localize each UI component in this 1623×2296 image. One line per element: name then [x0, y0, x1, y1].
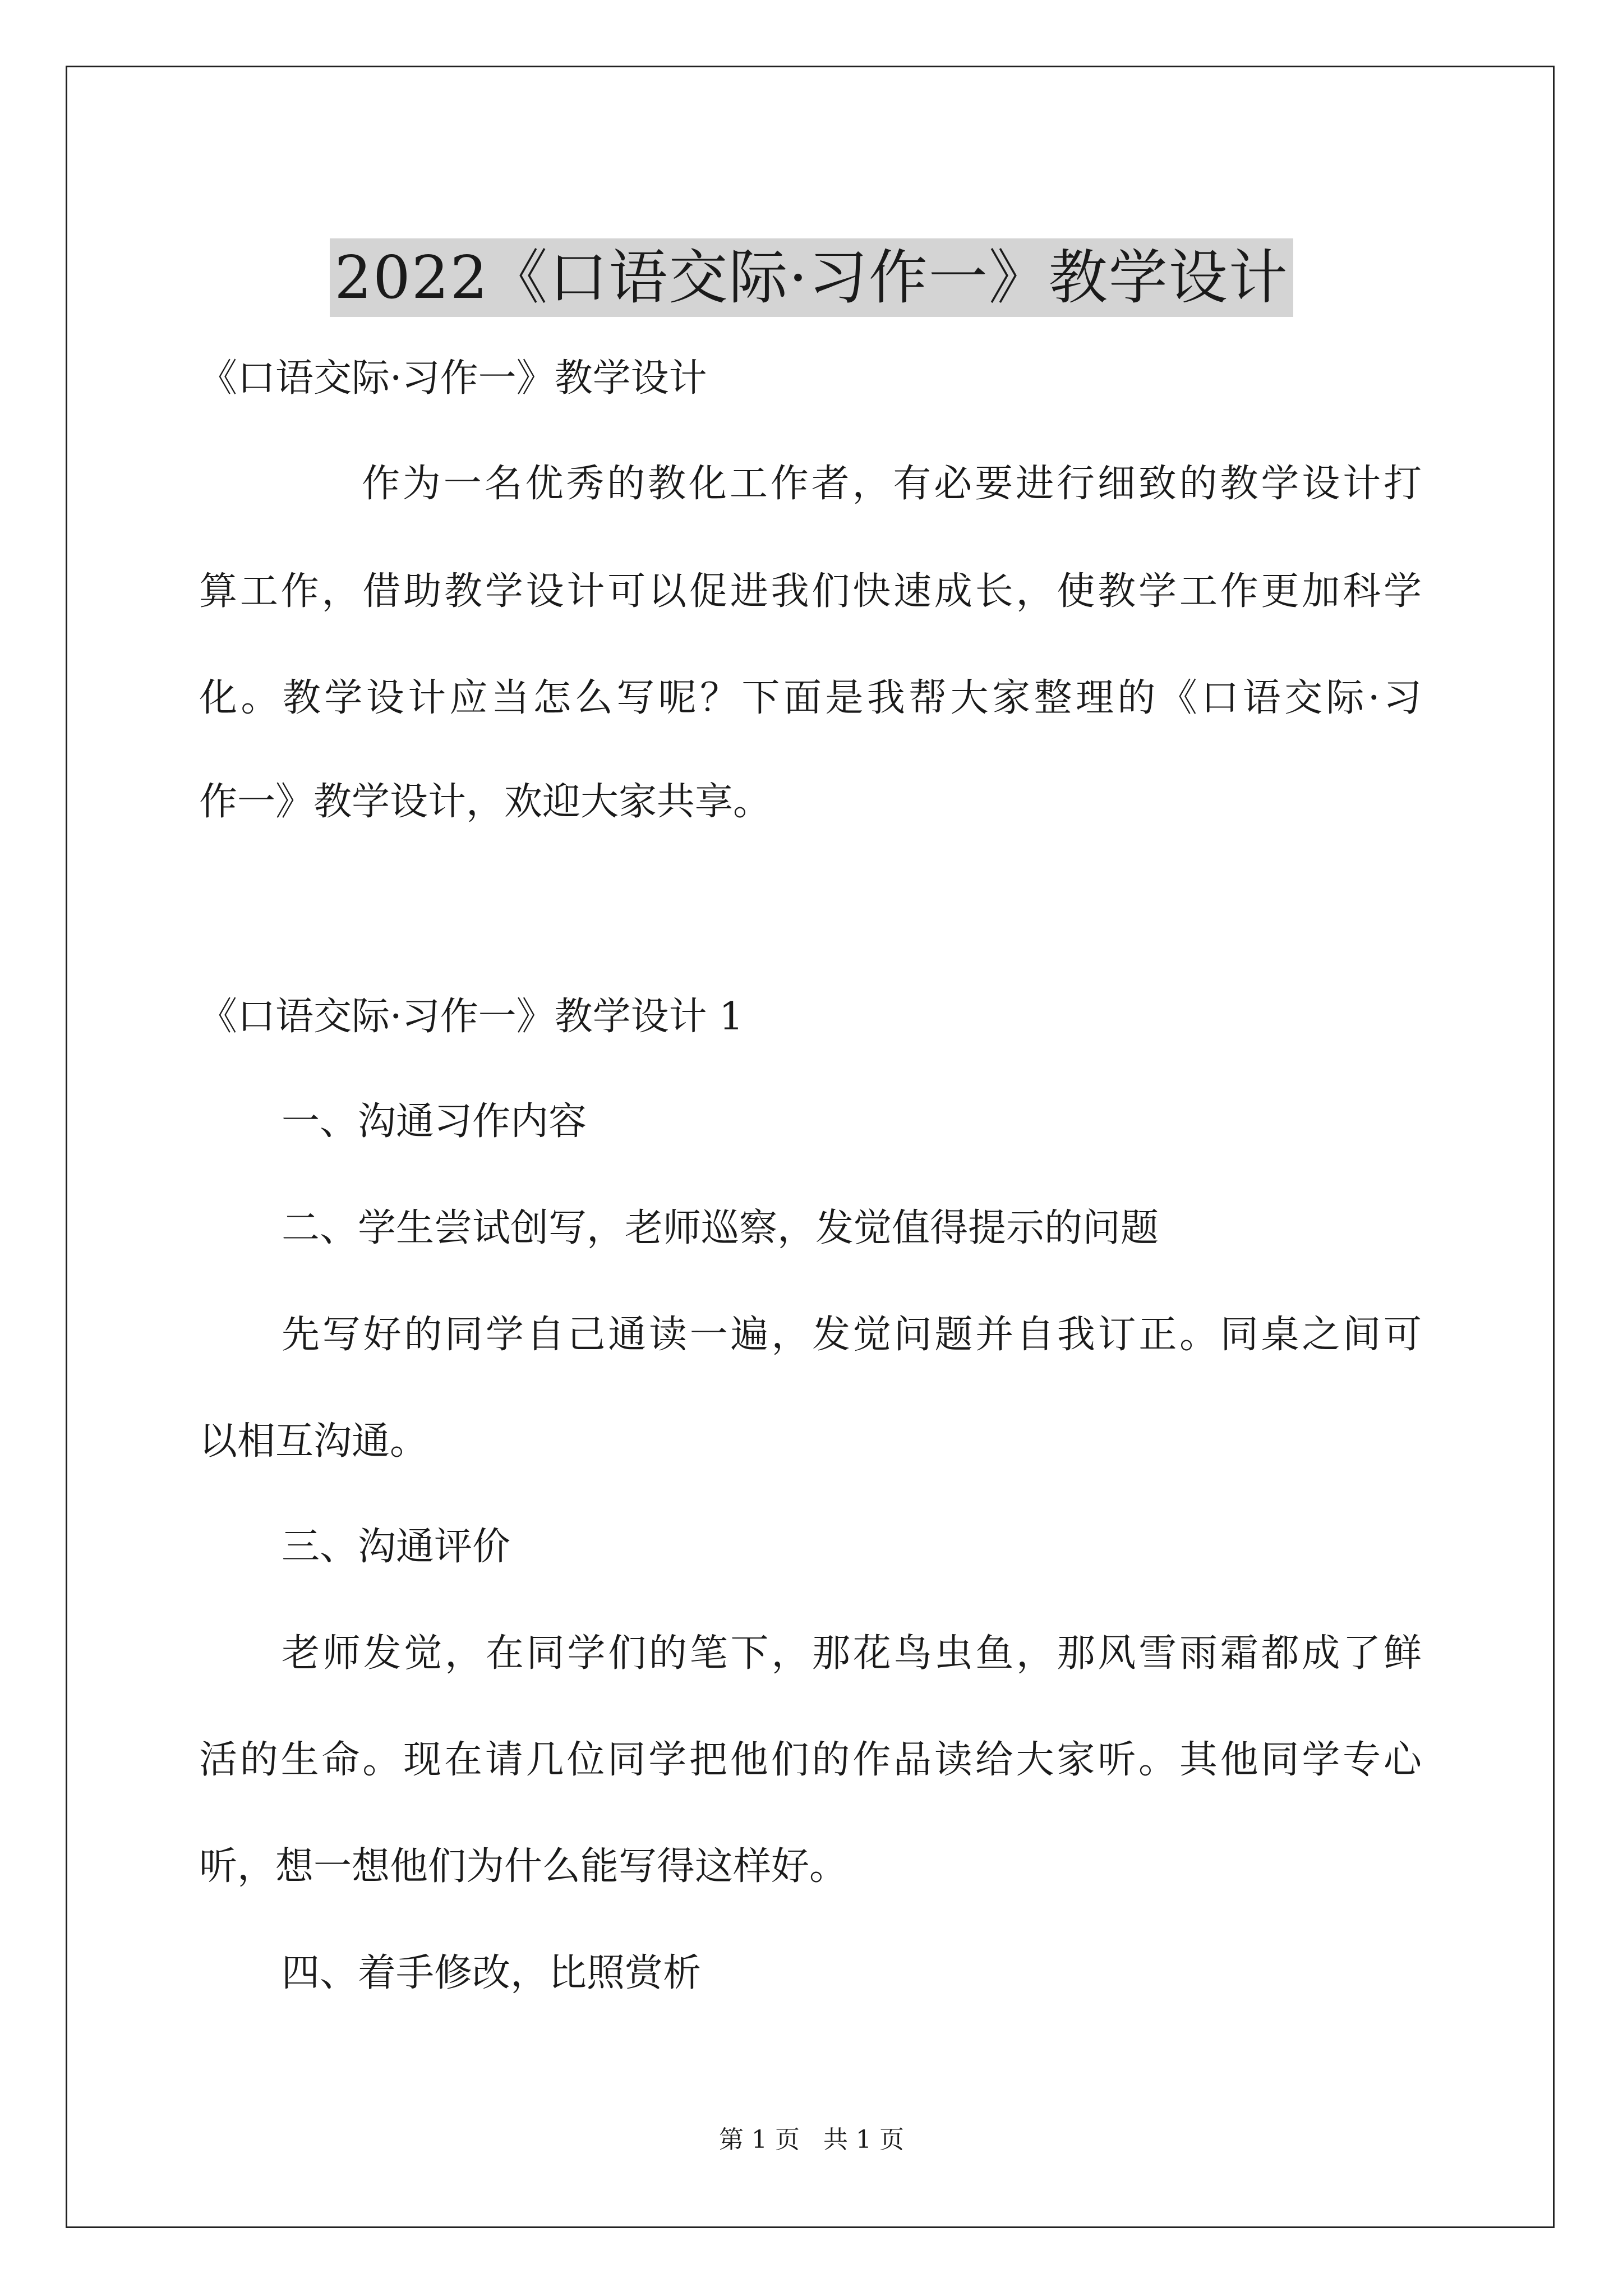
para-3-line-2: 活的生命。现在请几位同学把他们的作品读给大家听。其他同学专心	[199, 1738, 1422, 1782]
intro-line-3: 化。教学设计应当怎么写呢？下面是我帮大家整理的《口语交际·习	[199, 676, 1422, 720]
intro-line-2: 算工作，借助教学设计可以促进我们快速成长，使教学工作更加科学	[199, 569, 1422, 614]
step-2: 二、学生尝试创写，老师巡察，发觉值得提示的问题	[282, 1206, 1159, 1250]
step-3: 三、沟通评价	[282, 1525, 511, 1569]
document-title: 2022《口语交际·习作一》教学设计	[330, 238, 1293, 317]
para-2-line-2: 以相互沟通。	[199, 1419, 428, 1464]
page-footer: 第 1 页 共 1 页	[719, 2125, 904, 2154]
step-4: 四、着手修改，比照赏析	[282, 1951, 702, 1995]
para-3-line-3: 听，想一想他们为什么能写得这样好。	[199, 1844, 848, 1889]
intro-line-4: 作一》教学设计，欢迎大家共享。	[199, 780, 772, 824]
step-1: 一、沟通习作内容	[282, 1099, 587, 1144]
section-heading: 《口语交际·习作一》教学设计 1	[199, 995, 744, 1039]
para-2-line-1: 先写好的同学自己通读一遍，发觉问题并自我订正。同桌之间可	[282, 1313, 1422, 1357]
subtitle: 《口语交际·习作一》教学设计	[199, 356, 707, 401]
para-3-line-1: 老师发觉，在同学们的笔下，那花鸟虫鱼，那风雪雨霜都成了鲜	[282, 1631, 1422, 1676]
intro-line-1: 作为一名优秀的教化工作者，有必要进行细致的教学设计打	[362, 462, 1422, 506]
title-container	[0, 199, 1623, 357]
